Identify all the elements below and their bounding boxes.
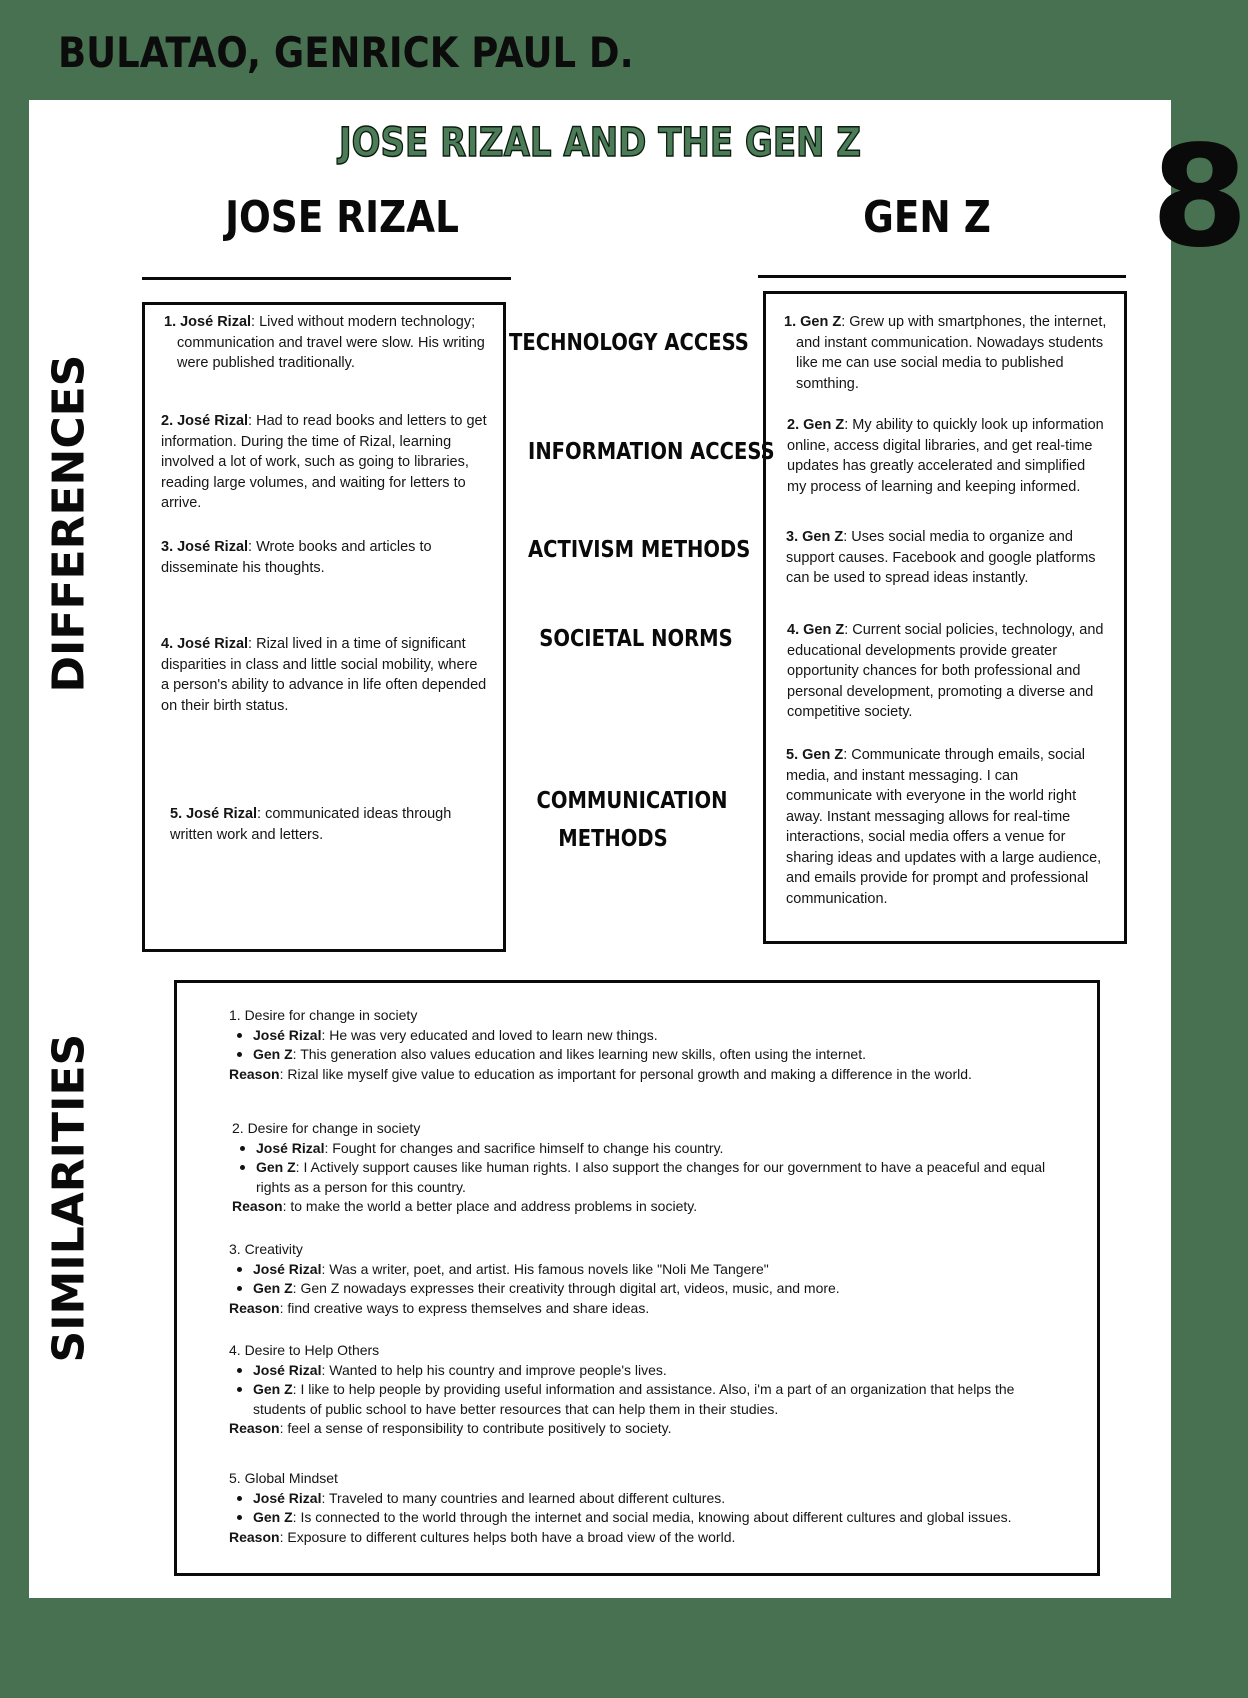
- section-label-similarities: SIMILARITIES: [43, 1033, 95, 1363]
- divider-rule-right: [758, 275, 1126, 278]
- poster-sheet: [29, 100, 1248, 1598]
- similarity-heading: 4. Desire to Help Others: [229, 1342, 380, 1358]
- similarity-rizal-point: José Rizal: Was a writer, poet, and artist. His famous novels like "Noli Me Tangere": [229, 1260, 1069, 1280]
- similarity-genz-point: Gen Z: This generation also values education and likes learning new skills, often using the internet.: [229, 1045, 1069, 1065]
- rizal-item-4: 4. José Rizal: Rizal lived in a time of significant disparities in class and little social mobility, where a person's ability to advance in life often depended on their birth status.: [161, 636, 487, 714]
- rizal-item-3: 3. José Rizal: Wrote books and articles to disseminate his thoughts.: [161, 539, 432, 576]
- poster-title: JOSE RIZAL AND THE GEN Z: [338, 120, 862, 166]
- similarity-reason: Reason: to make the world a better place and address problems in society.: [232, 1198, 698, 1214]
- similarity-heading: 3. Creativity: [229, 1241, 303, 1257]
- divider-rule-left: [142, 277, 511, 280]
- similarity-reason: Reason: Rizal like myself give value to education as important for personal growth and making a difference in the world.: [229, 1065, 972, 1082]
- similarity-genz-point: Gen Z: Is connected to the world through the internet and social media, knowing about different cultures and global issues.: [229, 1508, 1069, 1528]
- student-name: BULATAO, GENRICK PAUL D.: [58, 28, 634, 77]
- similarity-block-5: [229, 1469, 1069, 1547]
- similarity-genz-point: Gen Z: Gen Z nowadays expresses their creativity through digital art, videos, music, and more.: [229, 1279, 1069, 1299]
- genz-item-5: 5. Gen Z: Communicate through emails, social media, and instant messaging. I can communicate with everyone in the world right away. Instant messaging allows for real-time interactions, social media offers a venue for sharing ideas and updates with a large audience, and emails provide for prompt and professional communication.: [786, 747, 1102, 907]
- rizal-item-1: 1. José Rizal: Lived without modern technology; communication and travel were slow. His writing were published traditionally.: [164, 314, 485, 371]
- rizal-item-2: 2. José Rizal: Had to read books and letters to get information. During the time of Rizal, learning involved a lot of work, such as going to libraries, reading large volumes, and waiting for letters to arrive.: [161, 413, 487, 511]
- category-societal-norms: SOCIETAL NORMS: [539, 626, 733, 652]
- similarity-rizal-point: José Rizal: He was very educated and loved to learn new things.: [229, 1026, 1069, 1046]
- rizal-item-5: 5. José Rizal: communicated ideas through written work and letters.: [170, 806, 452, 843]
- category-information-access: INFORMATION ACCESS: [528, 439, 775, 465]
- similarity-block-2: [232, 1119, 1072, 1217]
- column-heading-genz: GEN Z: [863, 192, 991, 243]
- genz-item-2: 2. Gen Z: My ability to quickly look up information online, access digital libraries, and get real-time updates has greatly accelerated and simplified my process of learning and keeping informed.: [787, 417, 1104, 495]
- similarity-reason: Reason: find creative ways to express themselves and share ideas.: [229, 1299, 650, 1316]
- similarity-block-4: [229, 1341, 1069, 1439]
- genz-item-1: 1. Gen Z: Grew up with smartphones, the internet, and instant communication. Nowadays students like me can use social media to published somthing.: [784, 314, 1107, 392]
- similarity-reason: Reason: feel a sense of responsibility to contribute positively to society.: [229, 1420, 672, 1436]
- similarity-block-1: [229, 1006, 1069, 1084]
- category-activism-methods: ACTIVISM METHODS: [528, 537, 751, 563]
- similarity-rizal-point: José Rizal: Wanted to help his country and improve people's lives.: [229, 1361, 1069, 1381]
- similarity-block-3: [229, 1240, 1069, 1318]
- genz-item-3: 3. Gen Z: Uses social media to organize and support causes. Facebook and google platforms can be used to spread ideas instantly.: [786, 529, 1096, 586]
- similarity-genz-point: Gen Z: I Actively support causes like human rights. I also support the changes for our government to have a peaceful and equal rights as a person for this country.: [232, 1158, 1072, 1197]
- similarity-rizal-point: José Rizal: Fought for changes and sacrifice himself to change his country.: [232, 1139, 1072, 1159]
- decorative-glyph: 8: [1151, 116, 1248, 279]
- similarity-reason: Reason: Exposure to different cultures helps both have a broad view of the world.: [229, 1528, 736, 1545]
- similarity-heading: 2. Desire for change in society: [232, 1120, 421, 1136]
- column-heading-rizal: JOSE RIZAL: [225, 192, 459, 243]
- similarity-rizal-point: José Rizal: Traveled to many countries and learned about different cultures.: [229, 1489, 1069, 1509]
- similarity-heading: 5. Global Mindset: [229, 1470, 338, 1486]
- similarity-heading: 1. Desire for change in society: [229, 1007, 418, 1023]
- section-label-differences: DIFFERENCES: [43, 354, 95, 693]
- similarity-genz-point: Gen Z: I like to help people by providing useful information and assistance. Also, i'm a part of an organization that helps the students of public school to have better resources that can help them in their studies.: [229, 1380, 1069, 1419]
- category-communication-methods: COMMUNICATION METHODS: [536, 788, 728, 852]
- category-technology-access: TECHNOLOGY ACCESS: [509, 330, 749, 356]
- genz-item-4: 4. Gen Z: Current social policies, technology, and educational developments provide greater opportunity chances for both professional and personal development, promoting a diverse and competitive society.: [787, 622, 1104, 720]
- rizal-differences-box: [142, 302, 506, 952]
